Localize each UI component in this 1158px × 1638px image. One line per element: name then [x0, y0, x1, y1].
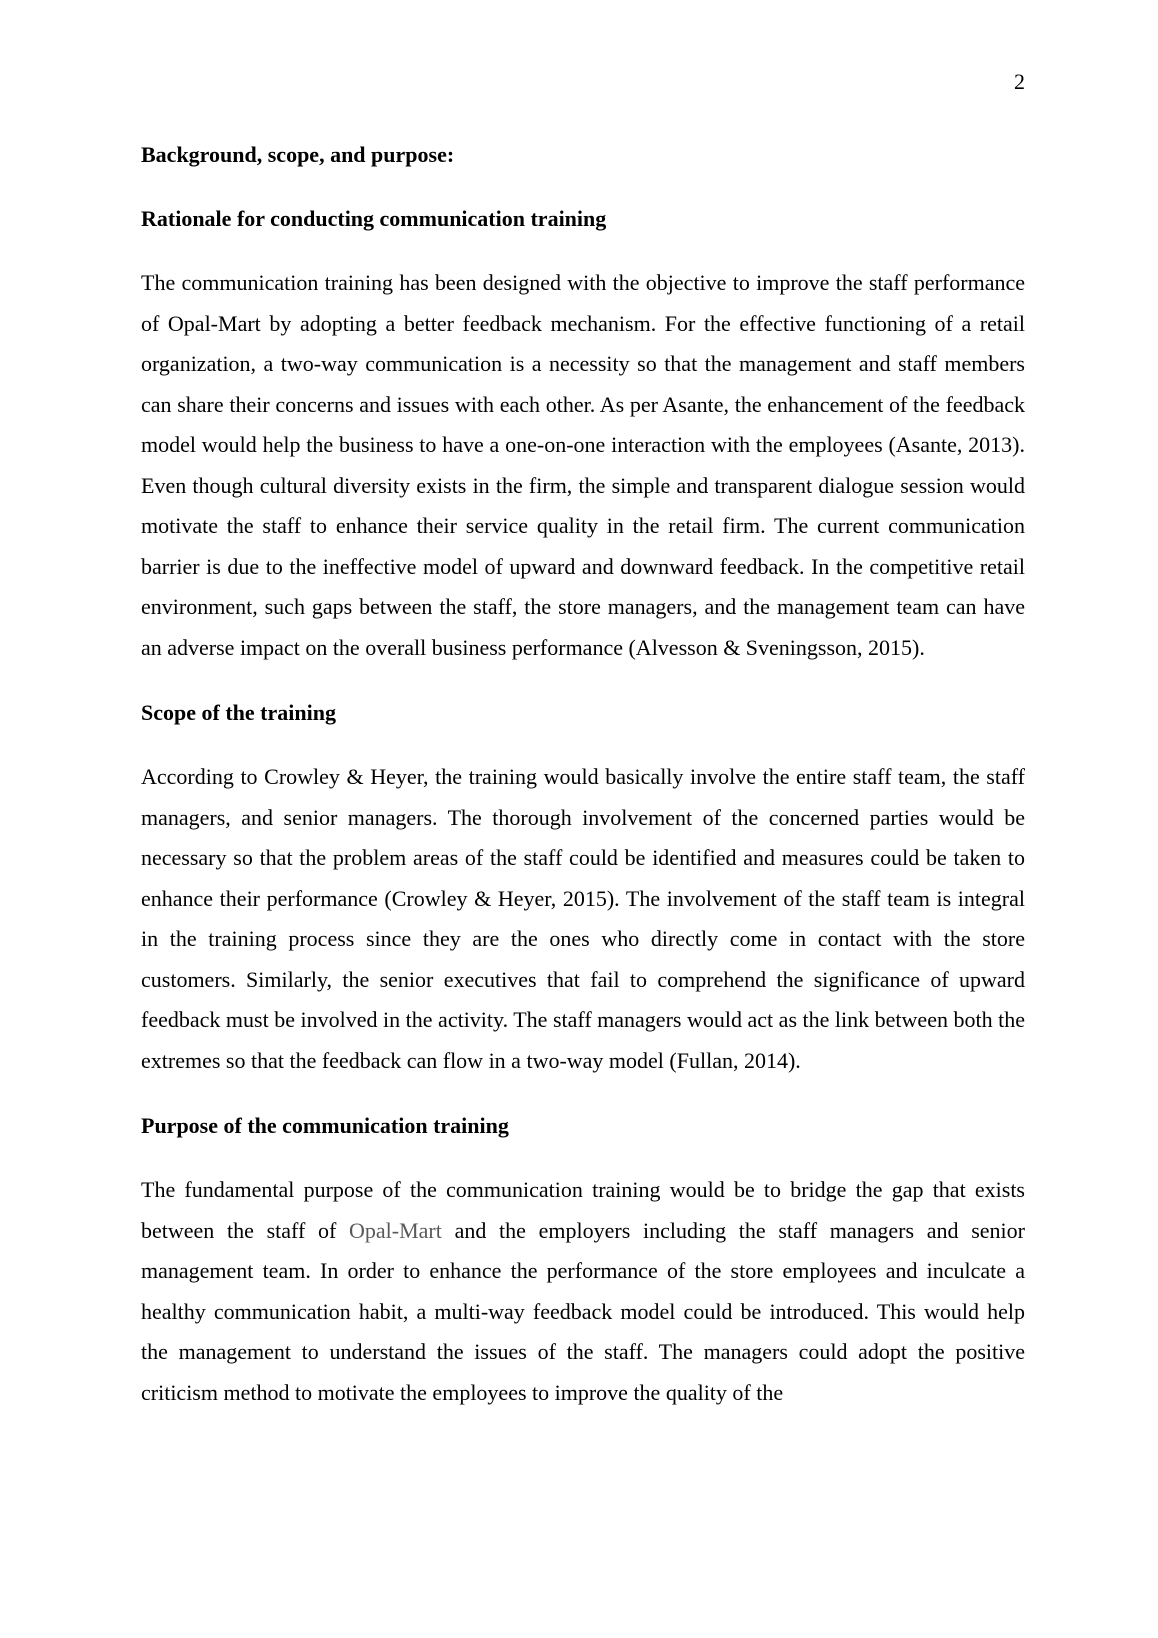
paragraph-scope: According to Crowley & Heyer, the training would basically involve the entire staff team, the staff managers, and senior managers. The thorough involvement of the concerned parties would be necessary so that the problem areas of the staff could be identified and measures could be taken to enhance their performance (Crowley & Heyer, 2015). The involvement of the staff team is integral in the training process since they are the ones who directly come in contact with the store customers. Similarly, the senior executives that fail to comprehend the significance of upward feedback must be involved in the activity. The staff managers would act as the link between both the extremes so that the feedback can flow in a two-way model (Fullan, 2014). [141, 764, 1025, 1073]
highlighted-company-name: Opal-Mart [349, 1217, 442, 1243]
paragraph-purpose [141, 1170, 1025, 1413]
paragraph-rationale: The communication training has been designed with the objective to improve the staff performance of Opal-Mart by adopting a better feedback mechanism. For the effective functioning of a retail organization, a two-way communication is a necessity so that the management and staff members can share their concerns and issues with each other. As per Asante, the enhancement of the feedback model would help the business to have a one-on-one interaction with the employees (Asante, 2013). Even though cultural diversity exists in the firm, the simple and transparent dialogue session would motivate the staff to enhance their service quality in the retail firm. The current communication barrier is due to the ineffective model of upward and downward feedback. In the competitive retail environment, such gaps between the staff, the store managers, and the management team can have an adverse impact on the overall business performance (Alvesson & Sveningsson, 2015). [141, 270, 1025, 660]
section-heading-scope: Scope of the training [141, 700, 336, 725]
document-body [141, 135, 1025, 1438]
paragraph-text: The fundamental purpose of the communication training would be to bridge the gap that exists between the staff of [141, 1177, 1025, 1243]
paragraph-text: and the employers including the staff managers and senior management team. In order to enhance the performance of the store employees and inculcate a healthy communication habit, a multi-way feedback model could be introduced. This would help the management to understand the issues of the staff. The managers could adopt the positive criticism method to motivate the employees to improve the quality of the [141, 1217, 1025, 1405]
page-number: 2 [1014, 69, 1025, 94]
main-heading: Background, scope, and purpose: [141, 142, 455, 167]
section-heading-purpose: Purpose of the communication training [141, 1113, 509, 1138]
section-heading-rationale: Rationale for conducting communication training [141, 206, 607, 231]
